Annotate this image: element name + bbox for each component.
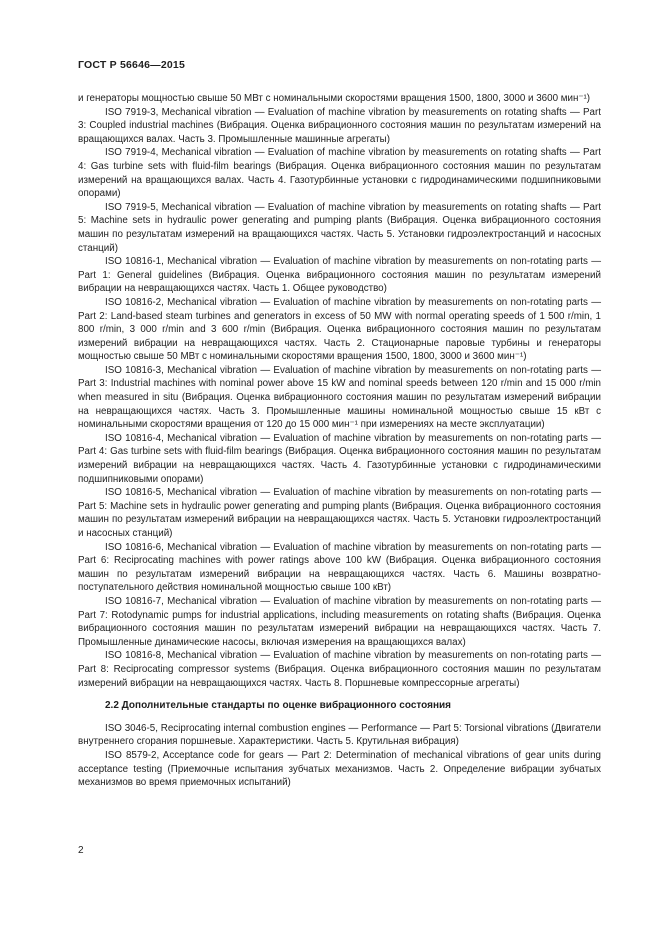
document-paragraph: ISO 8579-2, Acceptance code for gears — Part 2: Determination of mechanical vibrations of gear units during acceptance testing (Приемочные испытания зубчатых механизмов. Часть 2. Определение вибрации зубчатых механизмов во время приемочных испытаний) — [78, 749, 601, 789]
document-paragraph: ISO 10816-7, Mechanical vibration — Evaluation of machine vibration by measurements on non-rotating parts — Part 7: Rotodynamic pumps for industrial applications, including measurements on rotating shafts (Вибрация. Оценка вибрационного состояния машин по результатам измерений вибрации на невращающихся частях. Часть 7. Промышленные динамические насосы, включая измерения на вращающихся валах) — [78, 595, 601, 648]
document-paragraph: ISO 10816-2, Mechanical vibration — Evaluation of machine vibration by measurements on non-rotating parts — Part 2: Land-based steam turbines and generators in excess of 50 MW with normal operating speeds of 1 500 r/min, 1 800 r/min, 3 000 r/min and 3 600 r/min (Вибрация. Оценка вибрационного состояния машин по результатам измерений вибрации на невращающихся частях. Часть 2. Стационарные паровые турбины и генераторы мощностью свыше 50 МВт с номинальными скоростями вращения 1500, 1800, 3000 и 3600 мин⁻¹) — [78, 296, 601, 363]
document-paragraph: ISO 10816-8, Mechanical vibration — Evaluation of machine vibration by measurements on non-rotating parts — Part 8: Reciprocating compressor systems (Вибрация. Оценка вибрационного состояния машин по результатам измерений вибрации на невращающихся частях. Часть 8. Поршневые компрессорные агрегаты) — [78, 650, 601, 689]
document-paragraph: ISO 10816-6, Mechanical vibration — Evaluation of machine vibration by measurements on non-rotating parts — Part 6: Reciprocating machines with power ratings above 100 kW (Вибрация. Оценка вибрационного состояния машин по результатам измерений вибрации на невращающихся частях. Часть 6. Машины возвратно-поступательного действия номинальной мощностью свыше 100 кВт) — [78, 541, 601, 594]
document-paragraph: ISO 10816-4, Mechanical vibration — Evaluation of machine vibration by measurements on non-rotating parts — Part 4: Gas turbine sets with fluid-film bearings (Вибрация. Оценка вибрационного состояния машин по результатам измерений вибрации на невращающихся частях. Часть 4. Газотурбинные установки с гидродинамическими подшипниковыми опорами) — [78, 432, 601, 485]
document-paragraph: ISO 7919-4, Mechanical vibration — Evaluation of machine vibration by measurements on rotating shafts — Part 4: Gas turbine sets with fluid-film bearings (Вибрация. Оценка вибрационного состояния машин по результатам измерений на вращающихся валах. Часть 4. Газотурбинные установки с гидродинамическими подшипниковыми опорами) — [78, 147, 601, 200]
section-heading: 2.2 Дополнительные стандарты по оценке вибрационного состояния — [105, 700, 451, 712]
document-paragraph: ISO 7919-3, Mechanical vibration — Evaluation of machine vibration by measurements on rotating shafts — Part 3: Coupled industrial machines (Вибрация. Оценка вибрационного состояния машин по результатам измерений на вращающихся валах. Часть 3. Промышленные машинные агрегаты) — [78, 106, 601, 145]
document-paragraph: ISO 10816-5, Mechanical vibration — Evaluation of machine vibration by measurements on non-rotating parts — Part 5: Machine sets in hydraulic power generating and pumping plants (Вибрация. Оценка вибрационного состояния машин по результатам измерений вибрации на невращающихся частях. Часть 5. Установки гидроэлектростанций и насосных станций) — [78, 487, 601, 539]
document-header: ГОСТ Р 56646—2015 — [78, 59, 186, 71]
page-number: 2 — [78, 845, 84, 856]
document-paragraph: ISO 10816-1, Mechanical vibration — Evaluation of machine vibration by measurements on non-rotating parts — Part 1: General guidelines (Вибрация. Оценка вибрационного состояния машин по результатам измерений вибрации на невращающихся частях. Часть 1. Общее руководство) — [78, 256, 601, 295]
document-paragraph: ISO 7919-5, Mechanical vibration — Evaluation of machine vibration by measurements on rotating shafts — Part 5: Machine sets in hydraulic power generating and pumping plants (Вибрация. Оценка вибрационного состояния машин по результатам измерений на вращающихся частях. Часть 5. Установки гидроэлектростанций и насосных станций) — [78, 201, 601, 254]
document-paragraph: ISO 10816-3, Mechanical vibration — Evaluation of machine vibration by measurements on non-rotating parts — Part 3: Industrial machines with nominal power above 15 kW and nominal speeds between 120 r/min and 15 000 r/min when measured in situ (Вибрация. Оценка вибрационного состояния машин по результатам измерений вибрации на невращающихся частях. Часть 3. Промышленные машины номинальной мощностью свыше 15 кВт с номинальными скоростями вращения от 120 до 15 000 мин⁻¹ при измерениях на месте эксплуатации) — [78, 364, 601, 431]
document-paragraph: ISO 3046-5, Reciprocating internal combustion engines — Performance — Part 5: Torsional vibrations (Двигатели внутреннего сгорания поршневые. Характеристики. Часть 5. Крутильная вибрация) — [78, 722, 601, 748]
document-paragraph: и генераторы мощностью свыше 50 МВт с номинальными скоростями вращения 1500, 1800, 3000 и 3600 мин⁻¹) — [78, 93, 591, 104]
document-body — [78, 92, 601, 790]
